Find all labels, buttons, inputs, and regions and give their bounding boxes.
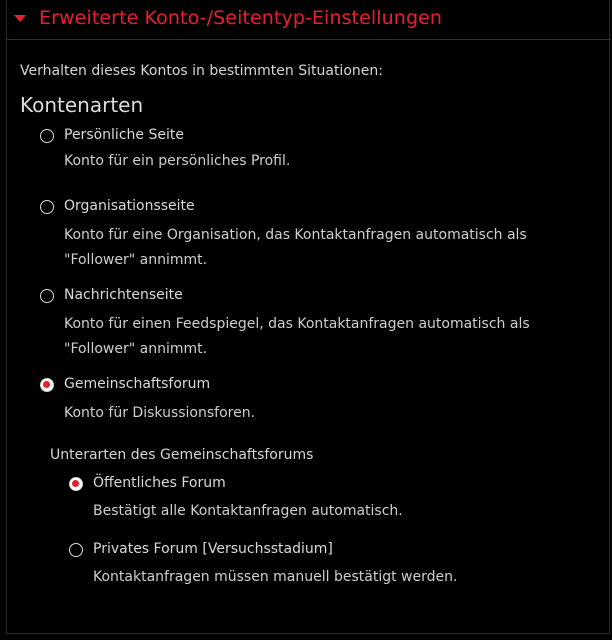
option-label[interactable]: Öffentliches Forum	[93, 475, 226, 491]
intro-text: Verhalten dieses Kontos in bestimmten Situationen:	[20, 63, 383, 79]
option-label[interactable]: Nachrichtenseite	[64, 287, 183, 303]
section-header-title[interactable]: Erweiterte Konto-/Seitentyp-Einstellungen	[39, 7, 443, 29]
option-label[interactable]: Organisationsseite	[64, 198, 195, 214]
forum-subtypes-heading: Unterarten des Gemeinschaftsforums	[50, 447, 314, 463]
radio-news-page[interactable]	[40, 289, 54, 303]
option-description: Konto für Diskussionsforen.	[64, 405, 256, 421]
option-description: Konto für ein persönliches Profil.	[64, 153, 291, 169]
settings-panel	[6, 0, 610, 634]
option-description: Konto für einen Feedspiegel, das Kontaktanfragen automatisch als	[64, 316, 530, 332]
radio-private-forum[interactable]	[69, 543, 83, 557]
option-label[interactable]: Persönliche Seite	[64, 127, 184, 143]
caret-down-icon[interactable]	[14, 15, 26, 22]
section-header-toggle[interactable]	[7, 0, 611, 40]
option-description: Konto für eine Organisation, das Kontaktanfragen automatisch als	[64, 227, 527, 243]
option-label[interactable]: Gemeinschaftsforum	[64, 376, 211, 392]
radio-personal-page[interactable]	[40, 129, 54, 143]
radio-community-forum[interactable]	[40, 378, 54, 392]
radio-organisation-page[interactable]	[40, 200, 54, 214]
option-description: Kontaktanfragen müssen manuell bestätigt werden.	[93, 569, 458, 585]
account-types-heading: Kontenarten	[20, 93, 144, 117]
option-description: Bestätigt alle Kontaktanfragen automatisch.	[93, 503, 403, 519]
option-description: "Follower" annimmt.	[64, 341, 208, 357]
option-description: "Follower" annimmt.	[64, 252, 208, 268]
option-label[interactable]: Privates Forum [Versuchsstadium]	[93, 541, 333, 557]
radio-public-forum[interactable]	[69, 477, 83, 491]
